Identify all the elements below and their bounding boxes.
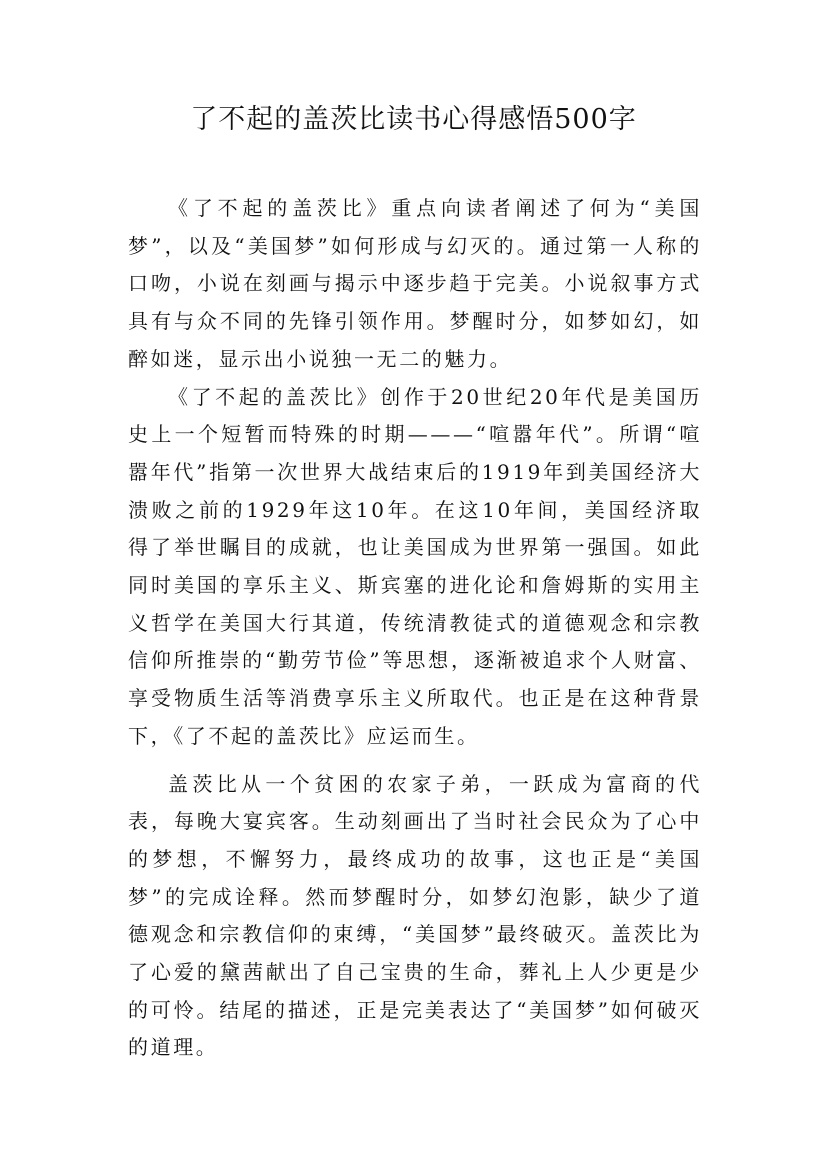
paragraph-1: 《了不起的盖茨比》重点向读者阐述了何为“美国梦”，以及“美国梦”如何形成与幻灭的。通过第一人称的口吻，小说在刻画与揭示中逐步趋于完美。小说叙事方式具有与众不同的先锋引领作用。梦醒时分，如梦如幻，如醉如迷，显示出小说独一无二的魅力。 — [128, 196, 702, 371]
document-title: 了不起的盖茨比读书心得感悟500字 — [190, 104, 637, 135]
document-body — [128, 190, 702, 1067]
paragraph-3: 盖茨比从一个贫困的农家子弟，一跃成为富商的代表，每晚大宴宾客。生动刻画出了当时社会民众为了心中的梦想，不懈努力，最终成功的故事，这也正是“美国梦”的完成诠释。然而梦醒时分，如梦幻泡影，缺少了道德观念和宗教信仰的束缚，“美国梦”最终破灭。盖茨比为了心爱的黛茜献出了自己宝贵的生命，葬礼上人少更是少的可怜。结尾的描述，正是完美表达了“美国梦”如何破灭的道理。 — [128, 771, 702, 1060]
paragraph-2: 《了不起的盖茨比》创作于20世纪20年代是美国历史上一个短暂而特殊的时期———“喧嚣年代”。所谓“喧嚣年代”指第一次世界大战结束后的1919年到美国经济大溃败之前的1929年这10年。在这10年间，美国经济取得了举世瞩目的成就，也让美国成为世界第一强国。如此同时美国的享乐主义、斯宾塞的进化论和詹姆斯的实用主义哲学在美国大行其道，传统清教徒式的道德观念和宗教信仰所推崇的“勤劳节俭”等思想，逐渐被追求个人财富、享受物质生活等消费享乐主义所取代。也正是在这种背景下，《了不起的盖茨比》应运而生。 — [128, 384, 702, 748]
